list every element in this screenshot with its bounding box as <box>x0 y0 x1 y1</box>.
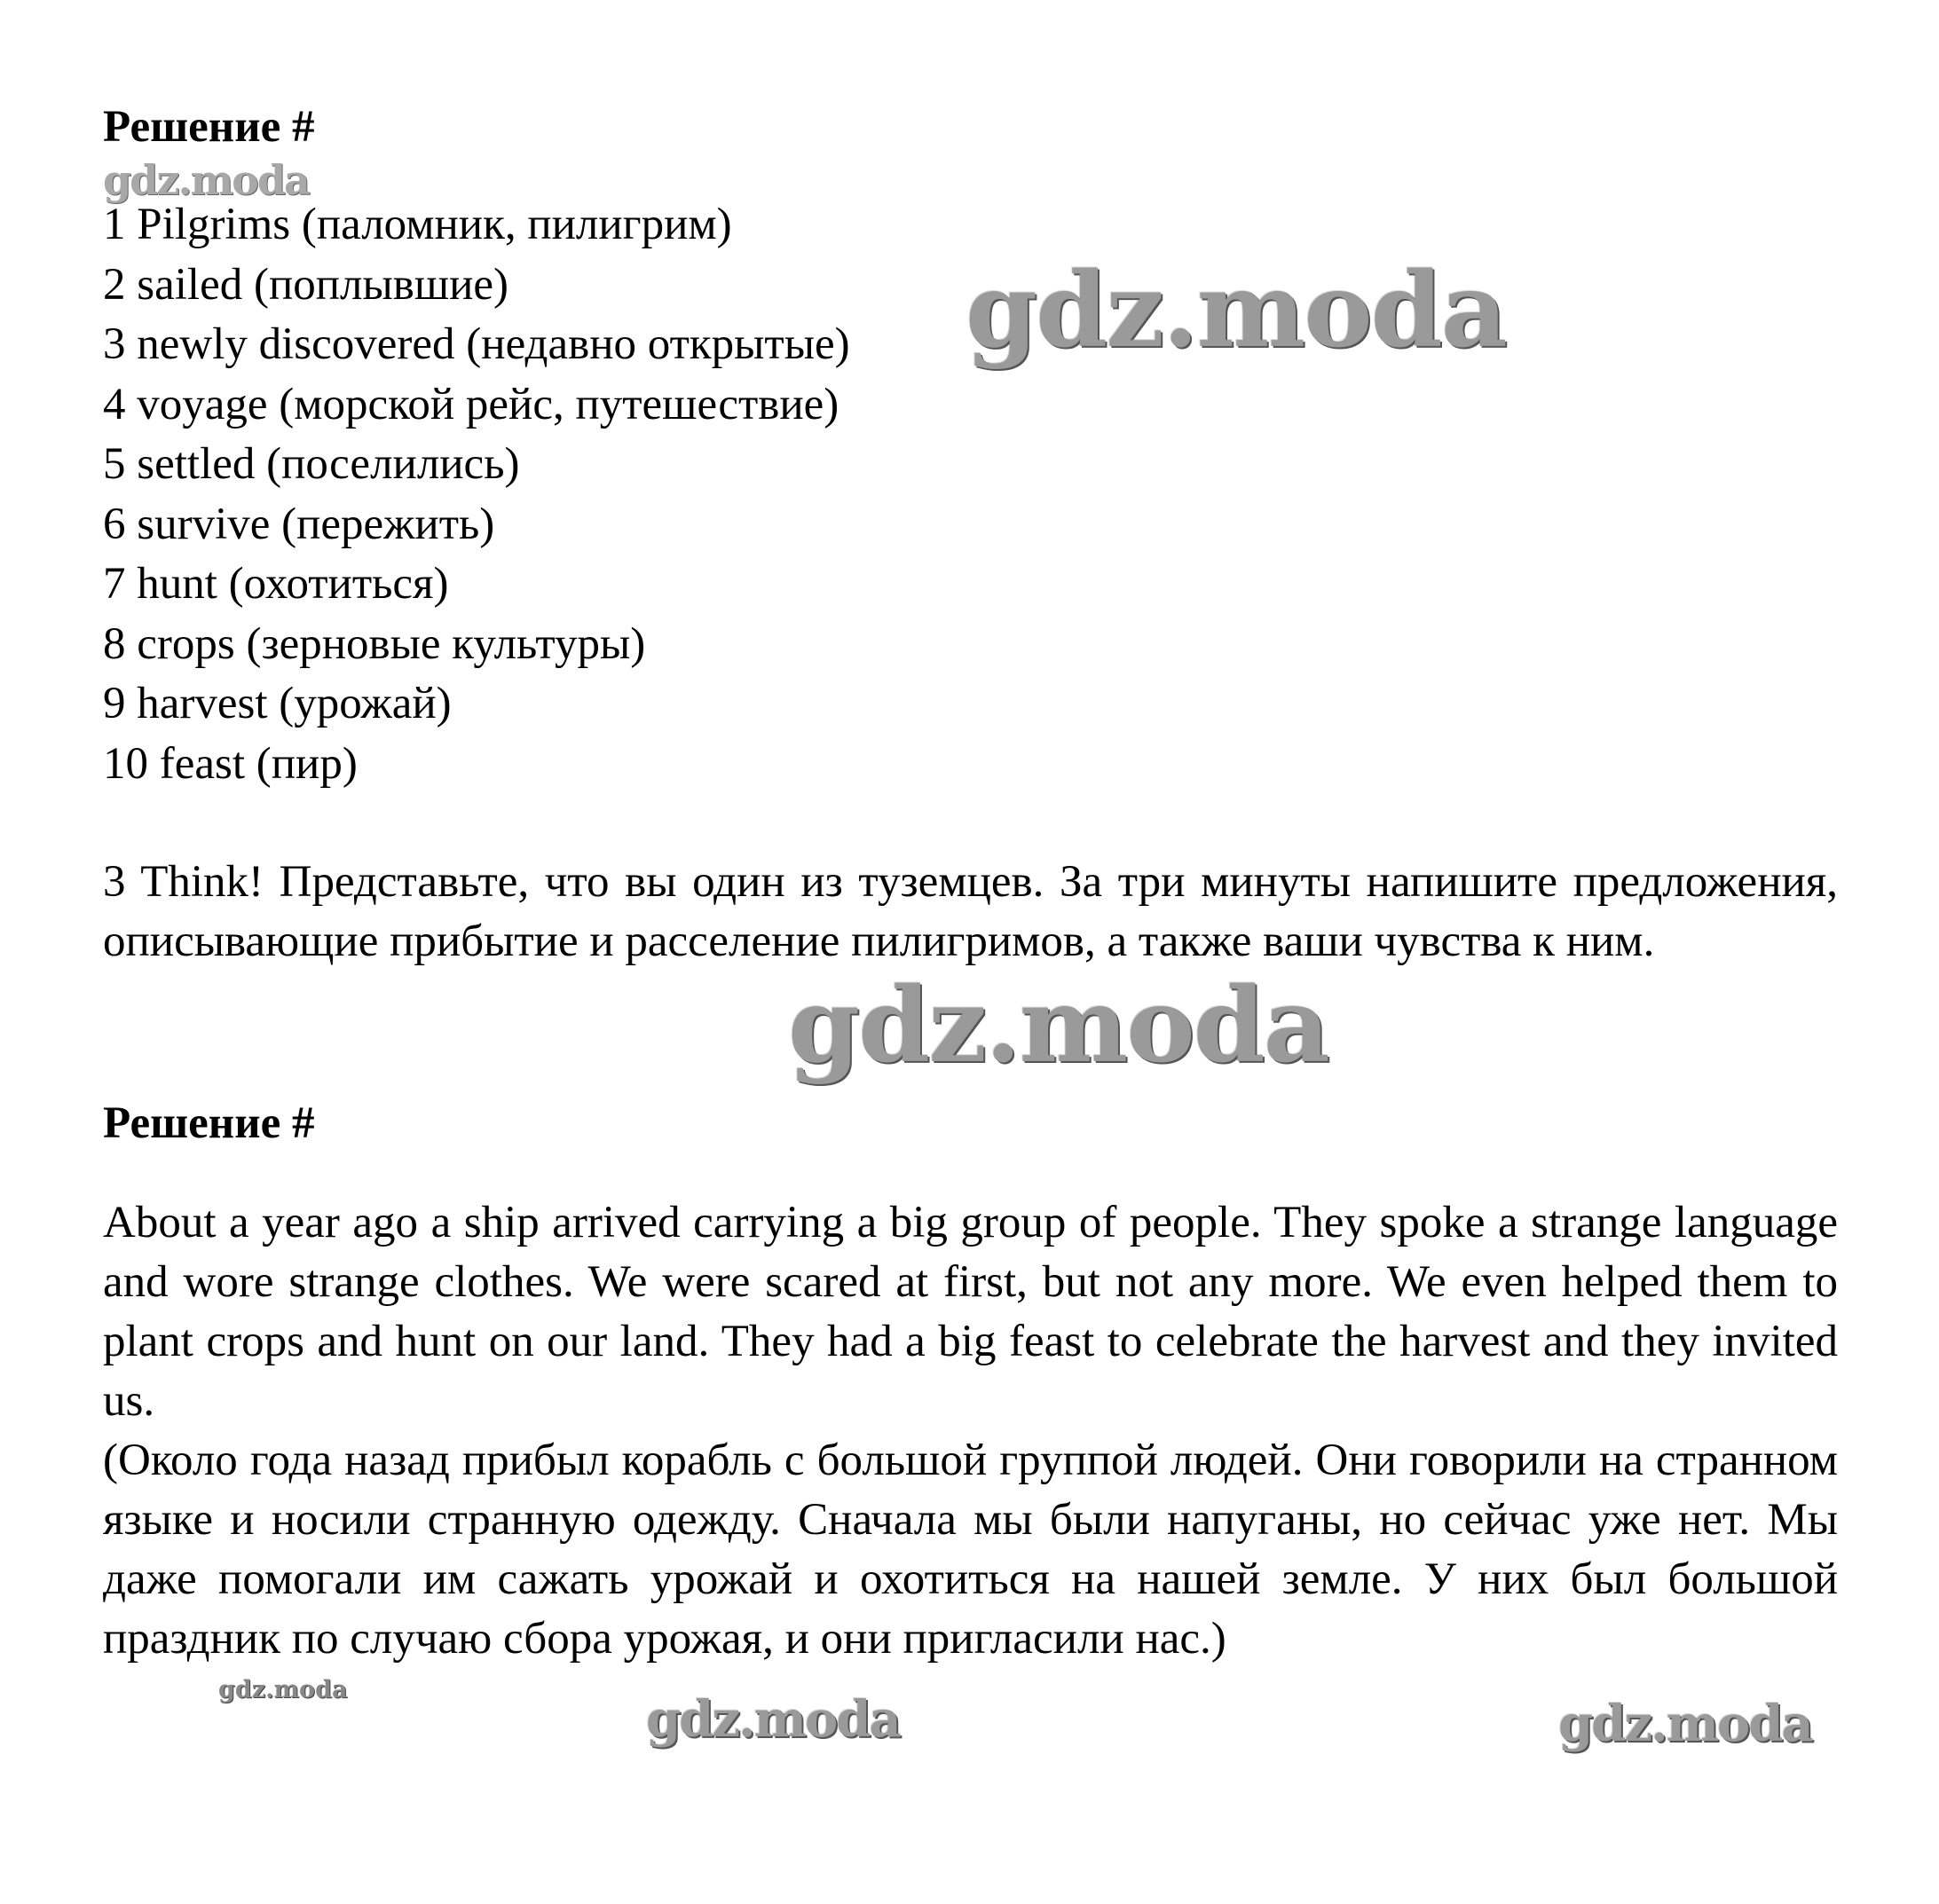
answer-item-5: 5 settled (поселились) <box>103 439 520 489</box>
answer-item-10: 10 feast (пир) <box>103 738 358 789</box>
solution-heading-2: Решение # <box>103 1098 315 1148</box>
answer-russian-translation: (Около года назад прибыл корабль с большой группой людей. Они говорили на странном языке и носили странную одежду. Сначала мы были напуганы, но сейчас уже нет. Мы даже помогали им сажать урожай и охотиться на нашей земле. У них был большой праздник по случаю сбора урожая, и они пригласили нас.) <box>103 1436 1838 1664</box>
answer-item-9: 9 harvest (урожай) <box>103 679 452 728</box>
answer-item-3: 3 newly discovered (недавно открытые) <box>103 319 850 369</box>
answer-item-6: 6 survive (пережить) <box>103 499 495 549</box>
answer-item-8: 8 crops (зерновые культуры) <box>103 618 646 669</box>
answer-item-4: 4 voyage (морской рейс, путешествие) <box>103 379 839 429</box>
watermark-logo: gdz.moda <box>788 965 1328 1086</box>
document-page <box>103 98 1838 1669</box>
answer-list <box>103 195 1838 794</box>
watermark-logo: gdz.moda <box>1558 1695 1812 1753</box>
solution-heading-1: Решение # <box>103 102 315 152</box>
answer-item-2: 2 sailed (поплывшие) <box>103 259 509 310</box>
watermark-logo: gdz.moda <box>218 1676 348 1703</box>
watermark-logo: gdz.moda <box>966 250 1506 371</box>
answer-item-1: 1 Pilgrims (паломник, пилигрим) <box>103 200 732 249</box>
watermark-logo: gdz.moda <box>646 1690 900 1749</box>
answer-item-7: 7 hunt (охотиться) <box>103 559 449 609</box>
watermark-logo: gdz.moda <box>103 156 309 204</box>
answer-english-text: About a year ago a ship arrived carrying a big group of people. They spoke a strange language and wore strange clothes. We were scared at first, but not any more. We even helped them to plant crops and hunt on our land. They had a big feast to celebrate the harvest and they invited us. <box>103 1198 1838 1426</box>
task-3-prompt: 3 Think! Представьте, что вы один из туземцев. За три минуты напишите предложения, описывающие прибытие и расселение пилигримов, а также ваши чувства к ним. <box>103 857 1838 966</box>
